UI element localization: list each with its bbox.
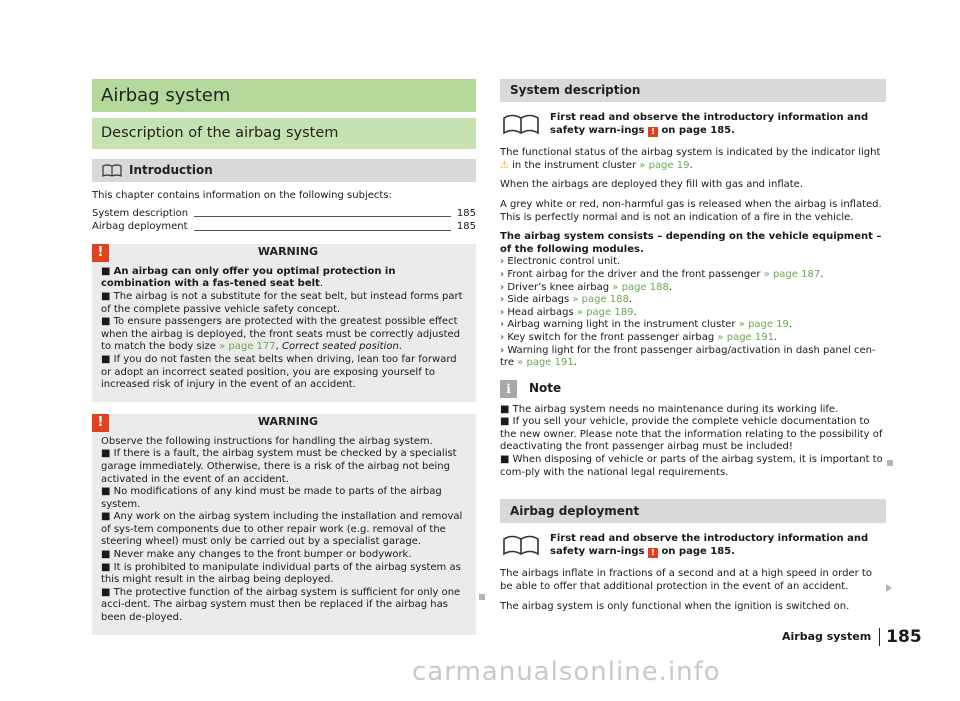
list-item: › Electronic control unit. bbox=[500, 256, 621, 268]
section-end-mark bbox=[479, 594, 485, 600]
page-number: 185 bbox=[879, 628, 922, 646]
warning-icon: ! bbox=[92, 414, 109, 432]
note-body bbox=[500, 404, 886, 480]
paragraph: When the airbags are deployed they fill with gas and inflate. bbox=[500, 179, 803, 191]
list-item: › Driver’s knee airbag » page 188. bbox=[500, 281, 673, 293]
page-link[interactable]: » page 189 bbox=[576, 306, 634, 318]
right-column bbox=[500, 79, 886, 613]
page-link[interactable]: » page 188 bbox=[612, 281, 669, 293]
warning-title: WARNING bbox=[257, 245, 319, 259]
toc-entry[interactable]: System description 185 bbox=[92, 207, 476, 219]
warning-item: ■ If you do not fasten the seat belts when driving, lean too far forward or adopt an incorrect seated position, you are exposing yourself to increased risk of injury in the event of an accident. bbox=[101, 353, 457, 391]
page-link[interactable]: » page 177 bbox=[219, 341, 276, 353]
page-link[interactable]: » page 19 bbox=[738, 319, 789, 331]
page-link[interactable]: » page 19 bbox=[639, 159, 690, 171]
warning-item: ■ The airbag is not a substitute for the seat belt, but instead forms part of the complete passive vehicle safety concept. bbox=[101, 290, 463, 315]
warning-icon: ! bbox=[648, 127, 658, 137]
warning-item: ■ No modifications of any kind must be made to parts of the airbag system. bbox=[101, 486, 442, 510]
toc bbox=[92, 208, 476, 234]
page-link[interactable]: » page 187 bbox=[763, 268, 821, 280]
system-description-heading: System description bbox=[500, 79, 886, 102]
toc-entry[interactable]: Airbag deployment 185 bbox=[92, 221, 476, 233]
list-item: › Side airbags » page 188. bbox=[500, 294, 633, 306]
warning-item: ■ Never make any changes to the front bumper or bodywork. bbox=[101, 549, 412, 561]
warning-intro: Observe the following instructions for handling the airbag system. bbox=[101, 435, 433, 447]
introduction-heading bbox=[92, 159, 476, 182]
paragraph-bold: The airbag system consists – depending on the vehicle equipment – of the following modules. bbox=[500, 231, 882, 255]
info-icon: i bbox=[500, 380, 517, 398]
warning-icon: ! bbox=[92, 244, 109, 262]
warning-item: ■ If there is a fault, the airbag system must be checked by a specialist garage immediately. Otherwise, there is a risk of the airbag not being activated in the event of an accident. bbox=[101, 448, 457, 485]
section-title: Description of the airbag system bbox=[92, 118, 476, 149]
watermark: carmanualsonline.info bbox=[412, 657, 721, 687]
warning-box-2 bbox=[92, 414, 476, 635]
first-read-notice: First read and observe the introductory information and safety warn-ings ! on page 185. bbox=[500, 533, 886, 558]
book-icon bbox=[102, 164, 122, 177]
warning-item: ■ It is prohibited to manipulate individual parts of the airbag system as this might result in the airbag being deployed. bbox=[101, 561, 461, 586]
page-link[interactable]: » page 191 bbox=[717, 331, 774, 343]
warning-icon: ! bbox=[648, 548, 658, 558]
warning-item: ■ The protective function of the airbag system is sufficient for only one acci-dent. The airbag system must then be replaced if the airbag has been de-ployed. bbox=[101, 586, 461, 624]
footer-label: Airbag system bbox=[782, 630, 872, 644]
airbag-deployment-heading: Airbag deployment bbox=[500, 499, 886, 523]
airbag-indicator-icon: ⚠ bbox=[500, 159, 509, 171]
list-item: › Front airbag for the driver and the front passenger » page 187. bbox=[500, 268, 824, 280]
modules-list bbox=[500, 256, 886, 369]
warning-item: ■ An airbag can only offer you optimal protection in combination with a fas-tened seat belt. bbox=[101, 265, 396, 290]
page-footer bbox=[782, 628, 922, 646]
book-icon bbox=[500, 112, 542, 136]
paragraph: The airbag system is only functional when the ignition is switched on. bbox=[500, 600, 850, 612]
note-item: ■ If you sell your vehicle, provide the complete vehicle documentation to the new owner. Please note that the information relating to the possibility of deactivating the front passenger airbag must be included! bbox=[500, 416, 883, 453]
first-read-notice: First read and observe the introductory information and safety warn-ings ! on page 185. bbox=[500, 112, 886, 137]
warning-box-1 bbox=[92, 244, 476, 402]
chapter-title: Airbag system bbox=[92, 79, 476, 112]
introduction-heading-text: Introduction bbox=[129, 163, 213, 177]
note-heading: i Note bbox=[500, 380, 886, 398]
left-column bbox=[92, 79, 476, 635]
warning-item: ■ Any work on the airbag system including the installation and removal of sys-tem components due to other repair work (e.g. removal of the steering wheel) must only be carried out by a specialist garage. bbox=[101, 511, 463, 548]
intro-text: This chapter contains information on the following subjects: bbox=[92, 190, 392, 201]
list-item: › Head airbags » page 189. bbox=[500, 306, 637, 318]
note-item: ■ When disposing of vehicle or parts of the airbag system, it is important to com-ply with the national legal requirements. bbox=[500, 454, 883, 478]
book-icon bbox=[500, 533, 542, 557]
warning-item: ■ To ensure passengers are protected with the greatest possible effect when the airbag is deployed, the front seats must be correctly adjusted to match the body size » page 177, Correct seated position. bbox=[101, 316, 461, 353]
page-link[interactable]: » page 191 bbox=[517, 357, 574, 369]
paragraph: The airbags inflate in fractions of a second and at a high speed in order to be able to offer that additional protection in the event of an accident. bbox=[500, 568, 872, 593]
list-item: › Airbag warning light in the instrument cluster » page 19. bbox=[500, 319, 793, 331]
section-end-mark bbox=[887, 460, 893, 466]
warning-title: WARNING bbox=[257, 415, 319, 429]
page-link[interactable]: » page 188 bbox=[572, 294, 629, 306]
paragraph: A grey white or red, non-harmful gas is released when the airbag is inflated. This is perfectly normal and is not an indication of a fire in the vehicle. bbox=[500, 198, 882, 223]
note-item: ■ The airbag system needs no maintenance during its working life. bbox=[500, 403, 839, 415]
list-item: › Warning light for the front passenger airbag/activation in dash panel cen-tre » page 191. bbox=[500, 344, 876, 369]
paragraph: The functional status of the airbag system is indicated by the indicator light ⚠ in the instrument cluster » page 19. bbox=[500, 147, 881, 171]
continue-arrow-icon bbox=[886, 584, 892, 592]
list-item: › Key switch for the front passenger airbag » page 191. bbox=[500, 331, 778, 343]
